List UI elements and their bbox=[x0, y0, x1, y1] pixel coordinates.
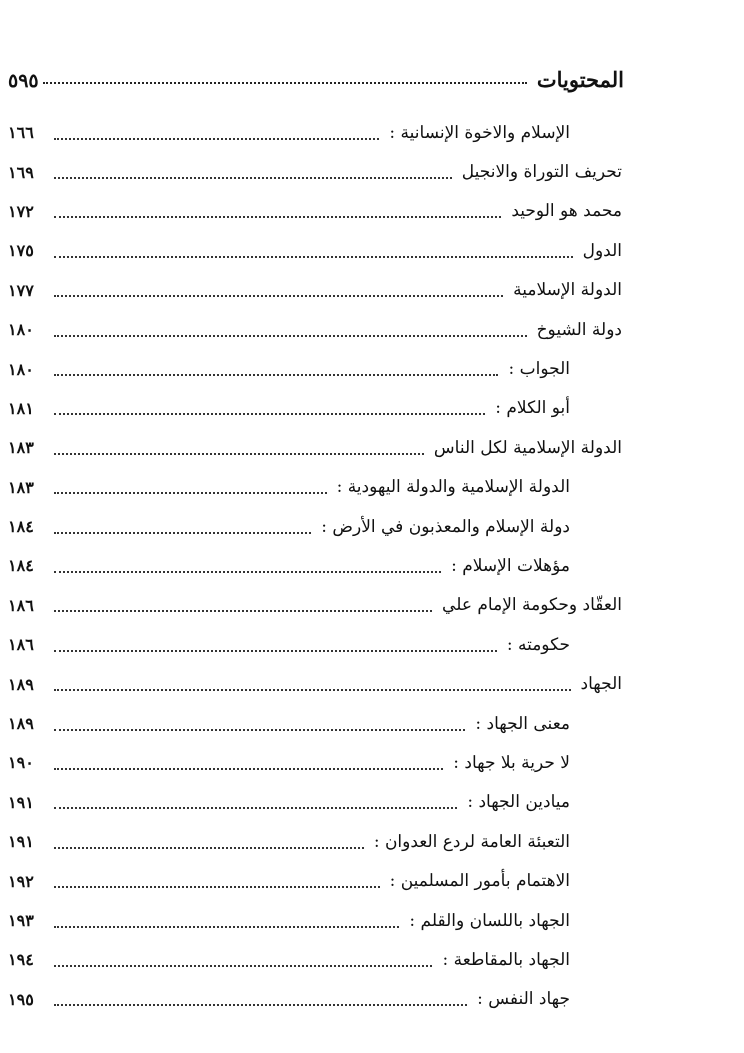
toc-entry-title: لا حرية بلا جهاد : bbox=[453, 752, 570, 773]
toc-entry bbox=[8, 468, 622, 507]
toc-entry bbox=[8, 310, 622, 349]
toc-entry-title: الإسلام والاخوة الإنسانية : bbox=[389, 122, 570, 143]
toc-leader-dots bbox=[54, 768, 443, 770]
header-leader-dots bbox=[43, 82, 527, 84]
toc-entry bbox=[8, 231, 622, 270]
toc-leader-dots bbox=[54, 335, 527, 337]
toc-entry bbox=[8, 428, 622, 467]
toc-entry-page: ١٨٤ bbox=[8, 556, 34, 576]
toc-leader-dots bbox=[54, 413, 485, 415]
toc-entry-page: ١٩٤ bbox=[8, 950, 34, 970]
toc-entry-title: جهاد النفس : bbox=[477, 989, 570, 1010]
toc-leader-dots bbox=[54, 374, 498, 376]
toc-leader-dots bbox=[54, 453, 424, 455]
toc-entry-title: الدولة الإسلامية والدولة اليهودية : bbox=[336, 477, 570, 498]
toc-entry-title: التعبئة العامة لردع العدوان : bbox=[373, 831, 570, 852]
toc-entry-page: ١٨٣ bbox=[8, 477, 34, 497]
toc-entry-page: ١٧٥ bbox=[8, 241, 34, 261]
toc-entry bbox=[8, 743, 622, 782]
toc-entry-page: ١٨٣ bbox=[8, 438, 34, 458]
toc-entry bbox=[8, 507, 622, 546]
toc-entry-title: تحريف التوراة والانجيل bbox=[461, 162, 622, 183]
toc-entry-page: ١٦٦ bbox=[8, 123, 34, 143]
toc-leader-dots bbox=[54, 689, 571, 691]
toc-entry-page: ١٩٠ bbox=[8, 753, 34, 773]
toc-leader-dots bbox=[54, 256, 573, 258]
toc-leader-dots bbox=[54, 965, 432, 967]
toc-entry-title: الدول bbox=[582, 240, 622, 261]
toc-entry-title: العقّاد وحكومة الإمام علي bbox=[442, 595, 622, 616]
toc-leader-dots bbox=[54, 177, 452, 179]
page-title: المحتويات bbox=[536, 67, 624, 92]
toc-entry-title: محمد هو الوحيد bbox=[511, 201, 622, 222]
toc-entry bbox=[8, 940, 622, 979]
table-of-contents bbox=[8, 113, 622, 1019]
toc-entry-page: ١٨٦ bbox=[8, 635, 34, 655]
toc-entry-title: الدولة الإسلامية لكل الناس bbox=[433, 437, 622, 458]
toc-entry-title: دولة الشيوخ bbox=[536, 319, 622, 340]
toc-entry bbox=[8, 389, 622, 428]
toc-entry bbox=[8, 901, 622, 940]
toc-leader-dots bbox=[54, 729, 465, 731]
toc-entry-title: مؤهلات الإسلام : bbox=[451, 555, 570, 576]
toc-entry-page: ١٨٠ bbox=[8, 359, 34, 379]
toc-entry-page: ١٨٩ bbox=[8, 714, 34, 734]
toc-entry-page: ١٩٥ bbox=[8, 989, 34, 1009]
toc-entry-title: الجهاد بالمقاطعة : bbox=[442, 949, 570, 970]
toc-entry bbox=[8, 822, 622, 861]
toc-leader-dots bbox=[54, 650, 497, 652]
toc-entry bbox=[8, 546, 622, 585]
toc-entry-page: ١٨٩ bbox=[8, 674, 34, 694]
toc-entry-page: ١٧٢ bbox=[8, 201, 34, 221]
toc-entry-page: ١٩٣ bbox=[8, 911, 34, 930]
toc-entry bbox=[8, 625, 622, 664]
toc-leader-dots bbox=[54, 492, 327, 494]
toc-entry-title: دولة الإسلام والمعذبون في الأرض : bbox=[321, 516, 570, 537]
toc-leader-dots bbox=[54, 610, 432, 612]
toc-leader-dots bbox=[54, 1004, 467, 1006]
toc-entry-title: الدولة الإسلامية bbox=[513, 280, 622, 301]
toc-entry bbox=[8, 664, 622, 703]
toc-entry-page: ١٩١ bbox=[8, 832, 34, 852]
toc-entry bbox=[8, 113, 622, 152]
toc-leader-dots bbox=[54, 138, 379, 140]
toc-leader-dots bbox=[54, 295, 503, 297]
toc-entry-page: ١٨٠ bbox=[8, 320, 34, 340]
toc-entry-title: الجواب : bbox=[508, 359, 570, 380]
toc-leader-dots bbox=[54, 847, 364, 849]
toc-entry bbox=[8, 192, 622, 231]
toc-entry-title: حكومته : bbox=[506, 634, 570, 655]
toc-entry-title: ميادين الجهاد : bbox=[467, 792, 570, 813]
toc-leader-dots bbox=[54, 807, 457, 809]
toc-entry-page: ١٨١ bbox=[8, 398, 34, 418]
toc-entry-page: ١٦٩ bbox=[8, 162, 34, 182]
toc-entry-title: أبو الكلام : bbox=[495, 398, 570, 419]
toc-entry-page: ١٩١ bbox=[8, 792, 34, 812]
toc-entry-page: ١٩٢ bbox=[8, 871, 34, 891]
toc-entry bbox=[8, 861, 622, 900]
toc-entry bbox=[8, 349, 622, 388]
toc-entry-page: ١٨٦ bbox=[8, 595, 34, 615]
toc-entry-page: ١٨٤ bbox=[8, 517, 34, 537]
toc-leader-dots bbox=[54, 532, 311, 534]
toc-entry bbox=[8, 152, 622, 191]
toc-entry-title: الجهاد باللسان والقلم : bbox=[409, 910, 570, 931]
toc-entry bbox=[8, 783, 622, 822]
toc-entry bbox=[8, 271, 622, 310]
toc-leader-dots bbox=[54, 571, 441, 573]
toc-entry-page: ١٧٧ bbox=[8, 280, 34, 300]
toc-leader-dots bbox=[54, 886, 380, 888]
toc-entry-title: معنى الجهاد : bbox=[475, 713, 570, 734]
toc-entry bbox=[8, 586, 622, 625]
toc-leader-dots bbox=[54, 926, 399, 928]
contents-header bbox=[8, 56, 624, 92]
toc-entry bbox=[8, 980, 622, 1019]
toc-leader-dots bbox=[54, 216, 501, 218]
page-number: ٥٩٥ bbox=[8, 70, 39, 92]
toc-entry bbox=[8, 704, 622, 743]
toc-entry-title: الاهتمام بأمور المسلمين : bbox=[389, 871, 570, 892]
toc-entry-title: الجهاد bbox=[580, 674, 622, 695]
